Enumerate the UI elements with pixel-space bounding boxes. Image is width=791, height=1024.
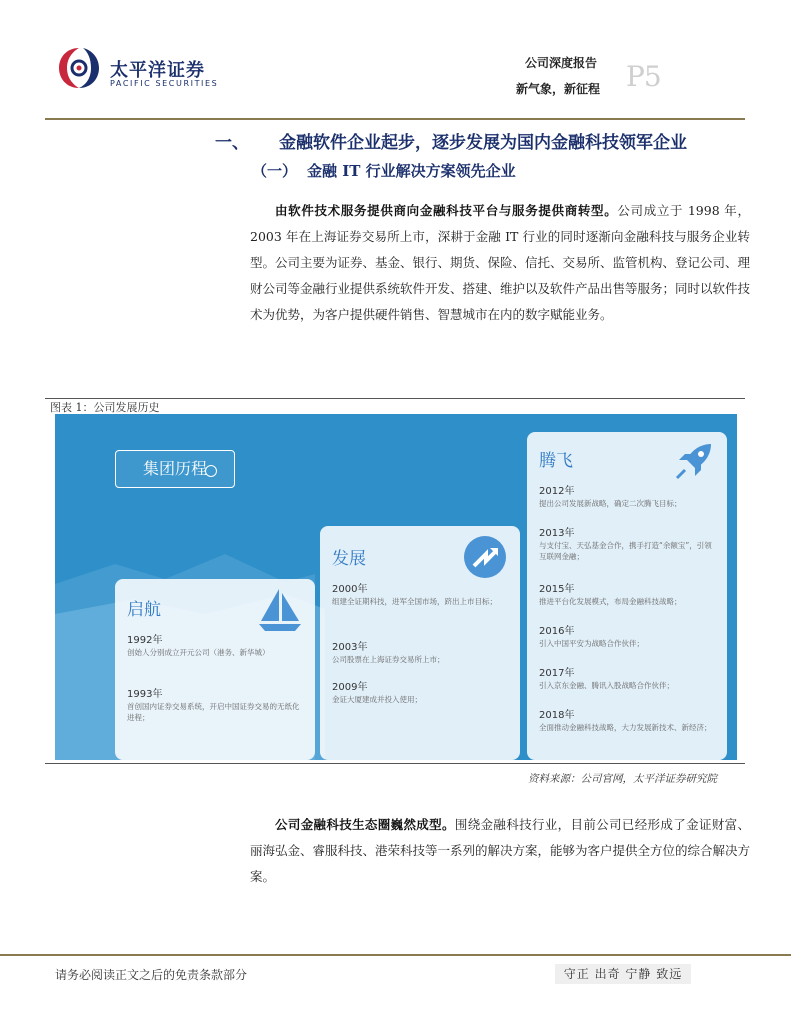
page-number: P5 — [626, 60, 661, 93]
history-card-growth — [320, 526, 520, 760]
subsection-number: （一） — [252, 162, 298, 180]
sailboat-icon — [255, 587, 305, 633]
card-desc: 引入京东金融、腾讯入股战略合作伙伴； — [539, 681, 674, 690]
card-year: 2018年 — [539, 710, 575, 721]
card-desc: 公司股票在上海证券交易所上市； — [332, 655, 445, 664]
card-year: 2003年 — [332, 642, 368, 653]
figure-source: 资料来源：公司官网，太平洋证券研究院 — [528, 773, 717, 785]
badge-dot-icon — [205, 465, 217, 477]
paragraph-body: 公司成立于 1998 年， 2003 年在上海证券交易所上市，深耕于金融 IT 行业的同时逐渐向金融科技与服务企业转型。公司主要为证券、基金、银行、期货、保险、信托、交易所、监管机构、登记公司、理财公司等金融行业提供系统软件开发、搭建、维护以及软件产品出售等服务；同时以软件技术为优势，为客户提供硬件销售、智慧城市在内的数字赋能业务。 — [250, 203, 751, 322]
rocket-icon — [673, 440, 715, 482]
card-title: 启航 — [127, 600, 161, 620]
card-desc: 首创国内证券交易系统，开启中国证券交易的无纸化进程； — [127, 702, 300, 722]
company-history-figure — [55, 414, 737, 760]
card-year: 2009年 — [332, 682, 368, 693]
card-title: 发展 — [332, 549, 366, 569]
logo-text-cn: 太平洋证券 — [110, 60, 205, 81]
footer-disclaimer: 请务必阅读正文之后的免责条款部分 — [55, 968, 248, 982]
card-desc: 引入中国平安为战略合作伙伴； — [539, 639, 644, 648]
section-title: 金融软件企业起步，逐步发展为国内金融科技领军企业 — [279, 133, 687, 153]
card-desc: 全面推动金融科技战略，大力发展新技术、新经济； — [539, 723, 712, 732]
card-year: 1993年 — [127, 689, 163, 700]
paragraph-lead: 公司金融科技生态圈巍然成型。 — [275, 817, 455, 832]
report-subtitle: 新气象，新征程 — [516, 82, 601, 96]
footer-motto: 守正 出奇 宁静 致远 — [555, 964, 691, 984]
card-desc: 与支付宝、天弘基金合作，携手打造“余额宝”，引领互联网金融； — [539, 541, 712, 561]
figure-bottom-rule — [45, 763, 745, 764]
section-number: 一、 — [215, 133, 249, 153]
card-year: 2017年 — [539, 668, 575, 679]
report-type: 公司深度报告 — [525, 56, 598, 70]
card-desc: 金证大厦建成并投入使用； — [332, 695, 422, 704]
subsection-title: 金融 IT 行业解决方案领先企业 — [307, 162, 516, 180]
group-history-badge: 集团历程 — [115, 450, 235, 488]
figure-caption: 图表 1：公司发展历史 — [50, 401, 160, 414]
pacific-securities-logo-icon — [55, 44, 103, 92]
history-card-takeoff — [527, 432, 727, 760]
footer-rule — [0, 954, 791, 956]
paragraph-company-intro — [250, 198, 750, 328]
card-desc: 提出公司发展新战略，确定二次腾飞目标； — [539, 499, 682, 508]
card-title: 腾飞 — [539, 451, 573, 471]
card-year: 1992年 — [127, 635, 163, 646]
logo-text-en: PACIFIC SECURITIES — [110, 79, 219, 88]
history-card-launch — [115, 579, 315, 760]
card-desc: 创始人分别成立开元公司（港务、新华城） — [127, 648, 270, 657]
card-desc: 推进平台化发展模式，布局金融科技战略； — [539, 597, 682, 606]
paragraph-lead: 由软件技术服务提供商向金融科技平台与服务提供商转型。 — [275, 203, 618, 218]
card-year: 2012年 — [539, 486, 575, 497]
subsection-heading — [252, 160, 516, 181]
card-year: 2016年 — [539, 626, 575, 637]
paragraph-ecosystem — [250, 812, 750, 890]
card-year: 2000年 — [332, 584, 368, 595]
card-year: 2013年 — [539, 528, 575, 539]
growth-arrow-icon — [462, 534, 508, 580]
card-desc: 组建全证期科技，进军全国市场，跻出上市目标； — [332, 597, 497, 606]
header-rule — [45, 118, 745, 120]
paragraph-body: 围绕金融科技行业，目前公司已经形成了金证财富、丽海弘金、睿服科技、港荣科技等一系列的解决方案，能够为客户提供全方位的综合解决方案。 — [250, 817, 751, 884]
card-year: 2015年 — [539, 584, 575, 595]
section-heading — [215, 128, 687, 153]
